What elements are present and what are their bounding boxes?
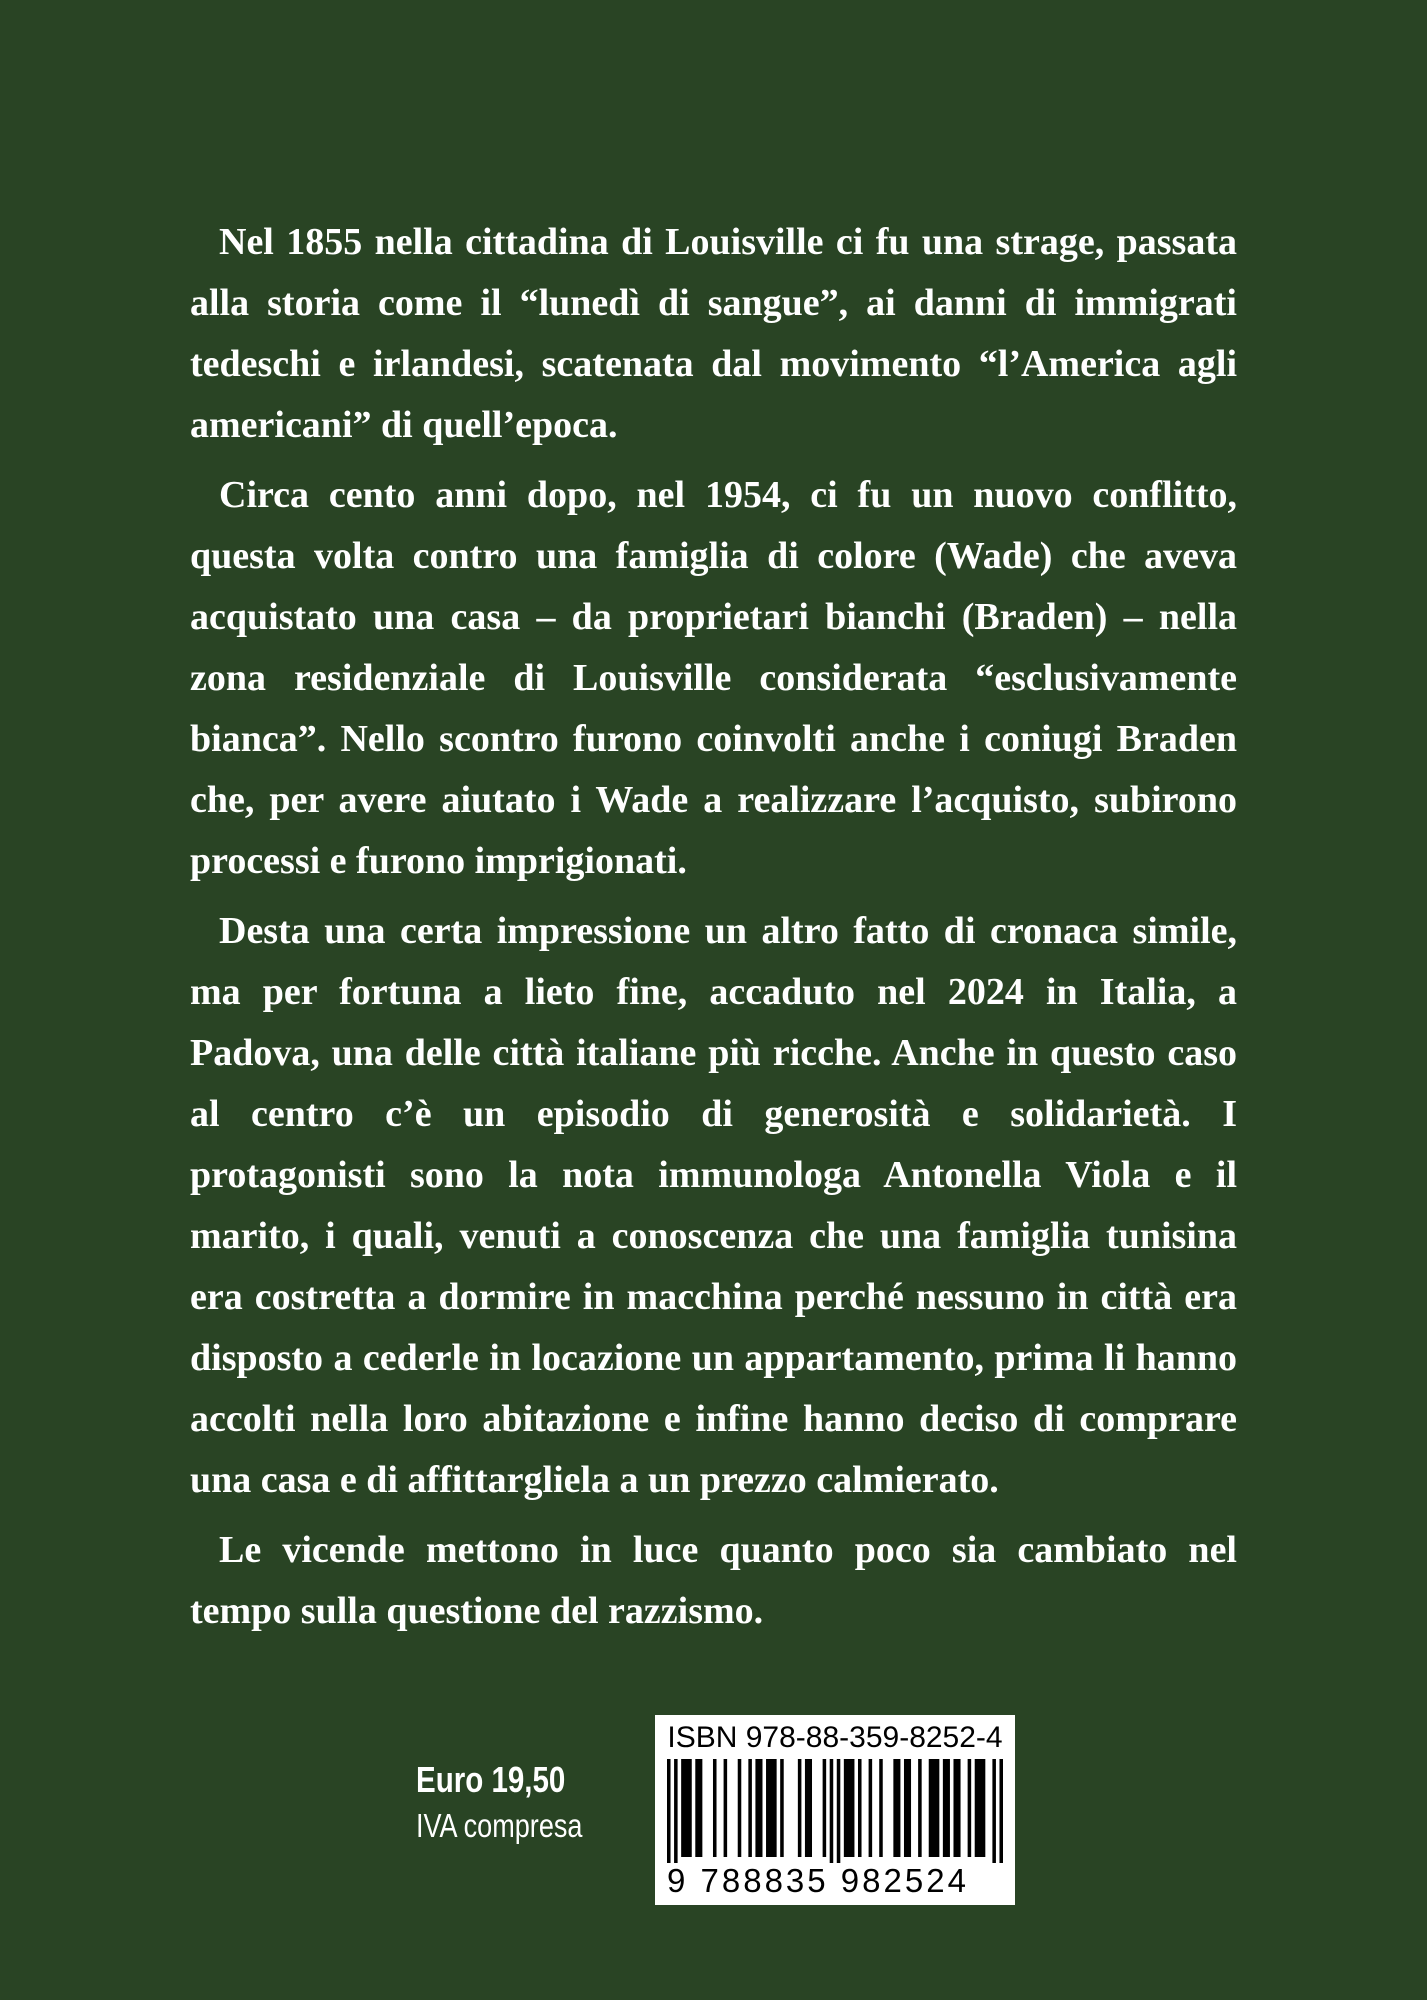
isbn-label: ISBN 978-88-359-8252-4 [667, 1721, 1003, 1754]
blurb-paragraph-2: Circa cento anni dopo, nel 1954, ci fu un nuovo conflitto, questa volta contro una famiglia di colore (Wade) che aveva acquistato una casa – da proprietari bianchi (Braden) – nella zona residenziale di Louisville considerata “esclusivamente bianca”. Nello scontro furono coinvolti anche i coniugi Braden che, per avere aiutato i Wade a realizzare l’acquisto, subirono processi e furono imprigionati. [190, 474, 1237, 882]
barcode-bar [968, 1759, 972, 1857]
blurb-paragraph-3: Desta una certa impressione un altro fatto di cronaca simile, ma per fortuna a lieto fine, accaduto nel 2024 in Italia, a Padova, una delle città italiane più ricche. Anche in questo caso al centro c’è un episodio di generosità e solidarietà. I protagonisti sono la nota immunologa Antonella Viola e il marito, i quali, venuti a conoscenza che una famiglia tunisina era costretta a dormire in macchina perché nessuno in città era disposto a cederle in locazione un appartamento, prima li hanno accolti nella loro abitazione e infine hanno deciso di comprare una casa e di affittargliela a un prezzo calmierato. [190, 910, 1237, 1501]
barcode-bar [724, 1759, 728, 1857]
barcode-bar [844, 1759, 855, 1857]
barcode-bar [869, 1759, 873, 1857]
barcode-bar [999, 1759, 1003, 1863]
barcode-bar [738, 1759, 742, 1857]
barcode-bar [918, 1759, 922, 1857]
barcode-bar [667, 1759, 671, 1863]
barcode-bar [674, 1759, 678, 1863]
barcode-bar [780, 1759, 784, 1857]
barcode-bar [713, 1759, 717, 1857]
barcode-bar [681, 1759, 692, 1857]
barcode-bar [858, 1759, 862, 1857]
barcode-bar [953, 1759, 960, 1857]
barcode-bar [798, 1759, 802, 1857]
barcode-bar [929, 1759, 940, 1857]
barcode-bar [992, 1759, 996, 1863]
barcode-bar [695, 1759, 702, 1857]
barcode-bar [943, 1759, 950, 1857]
ean-digits: 9 788835 982524 [667, 1862, 969, 1899]
barcode-bars [667, 1759, 1003, 1863]
barcode-bar [748, 1759, 752, 1857]
price-block [416, 1757, 619, 1849]
barcode-bar [805, 1759, 812, 1857]
barcode-bar [830, 1759, 834, 1863]
price-label: Euro 19,50 [416, 1759, 566, 1800]
barcode-bar [766, 1759, 777, 1857]
barcode-bar [755, 1759, 762, 1857]
barcode-bar [893, 1759, 900, 1857]
barcode-bar [823, 1759, 827, 1857]
vat-note: IVA compresa [416, 1807, 583, 1844]
isbn-barcode [655, 1715, 1015, 1905]
barcode-bar [975, 1759, 986, 1857]
barcode-bar [904, 1759, 911, 1857]
barcode-bar [879, 1759, 883, 1857]
back-cover-blurb [190, 212, 1237, 1651]
barcode-bar [837, 1759, 841, 1863]
blurb-paragraph-4: Le vicende mettono in luce quanto poco sia cambiato nel tempo sulla questione del razzismo. [190, 1529, 1237, 1632]
blurb-paragraph-1: Nel 1855 nella cittadina di Louisville ci fu una strage, passata alla storia come il “lunedì di sangue”, ai danni di immigrati tedeschi e irlandesi, scatenata dal movimento “l’America agli americani” di quell’epoca. [190, 221, 1237, 446]
